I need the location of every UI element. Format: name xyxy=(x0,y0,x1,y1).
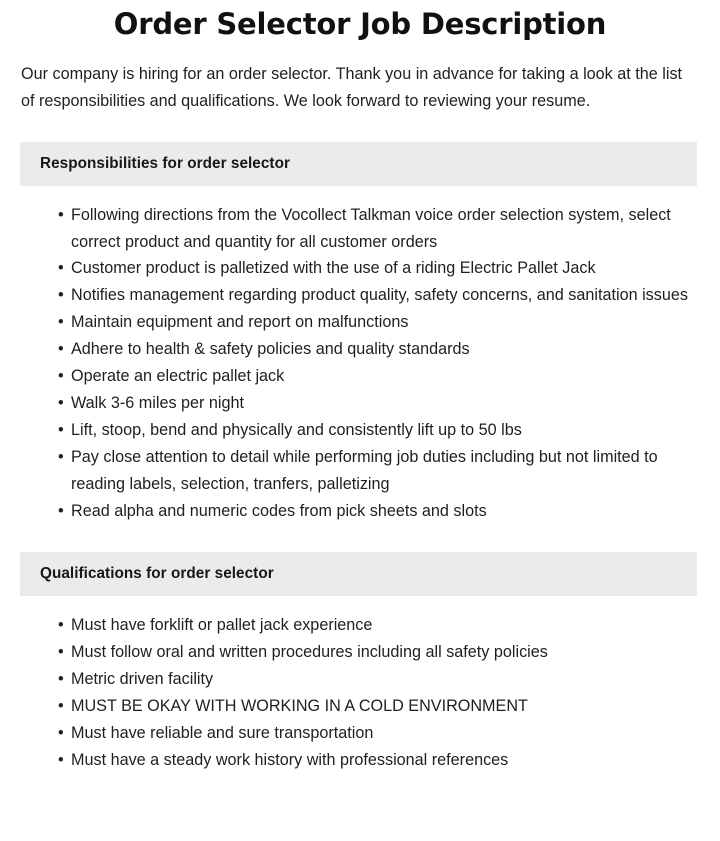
bullet-icon: • xyxy=(58,367,64,386)
list-item-label: Notifies management regarding product quality, safety concerns, and sanitation issues xyxy=(71,286,688,305)
list-item-label: Must have a steady work history with professional references xyxy=(71,751,509,769)
list-item xyxy=(58,666,697,693)
list-item xyxy=(58,444,697,498)
list-item xyxy=(58,417,697,444)
list-item xyxy=(58,255,697,282)
list-item xyxy=(58,390,697,417)
list-item xyxy=(58,693,697,720)
bullet-icon: • xyxy=(58,616,64,635)
list-item-label: Adhere to health & safety policies and quality standards xyxy=(71,340,470,359)
section-header-responsibilities xyxy=(20,142,697,186)
intro-paragraph: Our company is hiring for an order selector. Thank you in advance for taking a look at the list of responsibilities and qualifications. We look forward to reviewing your resume. xyxy=(21,65,683,110)
list-item xyxy=(58,747,697,774)
list-item xyxy=(58,363,697,390)
list-item-label: Read alpha and numeric codes from pick sheets and slots xyxy=(71,501,487,520)
bullet-icon: • xyxy=(58,340,64,359)
list-item-label: Following directions from the Vocollect Talkman voice order selection system, select correct product and quantity for all customer orders xyxy=(71,205,671,251)
list-item-label: Walk 3-6 miles per night xyxy=(71,393,245,412)
list-item-label: Metric driven facility xyxy=(71,670,214,689)
bullet-icon: • xyxy=(58,501,64,520)
list-item-label: Must have forklift or pallet jack experience xyxy=(71,616,373,635)
list-item xyxy=(58,612,697,639)
page-title: Order Selector Job Description xyxy=(113,7,607,41)
list-item xyxy=(58,309,697,336)
bullet-icon: • xyxy=(58,205,64,224)
list-item xyxy=(58,639,697,666)
list-item xyxy=(58,498,697,525)
list-item xyxy=(58,202,697,256)
bullet-icon: • xyxy=(58,286,64,305)
bullet-icon: • xyxy=(58,697,64,716)
bullet-icon: • xyxy=(58,420,64,439)
section-header-qualifications xyxy=(20,552,697,596)
bullet-icon: • xyxy=(58,751,64,769)
section-qualifications xyxy=(0,552,720,773)
list-item-label: Must have reliable and sure transportation xyxy=(71,724,374,743)
list-item xyxy=(58,282,697,309)
list-item-label: Must follow oral and written procedures including all safety policies xyxy=(71,643,548,662)
list-item xyxy=(58,336,697,363)
list-item xyxy=(58,720,697,747)
bullet-icon: • xyxy=(58,643,64,662)
bullet-icon: • xyxy=(58,447,64,466)
responsibilities-list xyxy=(21,202,697,525)
section-responsibilities xyxy=(0,142,720,525)
section-heading-label: Qualifications for order selector xyxy=(40,565,274,583)
bullet-icon: • xyxy=(58,393,64,412)
list-item-label: MUST BE OKAY WITH WORKING IN A COLD ENVIRONMENT xyxy=(71,697,528,716)
list-item-label: Maintain equipment and report on malfunctions xyxy=(71,313,409,332)
list-item-label: Customer product is palletized with the use of a riding Electric Pallet Jack xyxy=(71,259,596,278)
bullet-icon: • xyxy=(58,313,64,332)
list-item-label: Lift, stoop, bend and physically and consistently lift up to 50 lbs xyxy=(71,420,522,439)
bullet-icon: • xyxy=(58,670,64,689)
qualifications-list xyxy=(21,612,697,773)
list-item-label: Pay close attention to detail while performing job duties including but not limited to reading labels, selection, tranfers, palletizing xyxy=(71,447,658,493)
list-item-label: Operate an electric pallet jack xyxy=(71,367,285,386)
section-heading-label: Responsibilities for order selector xyxy=(40,154,290,172)
bullet-icon: • xyxy=(58,259,64,278)
bullet-icon: • xyxy=(58,724,64,743)
